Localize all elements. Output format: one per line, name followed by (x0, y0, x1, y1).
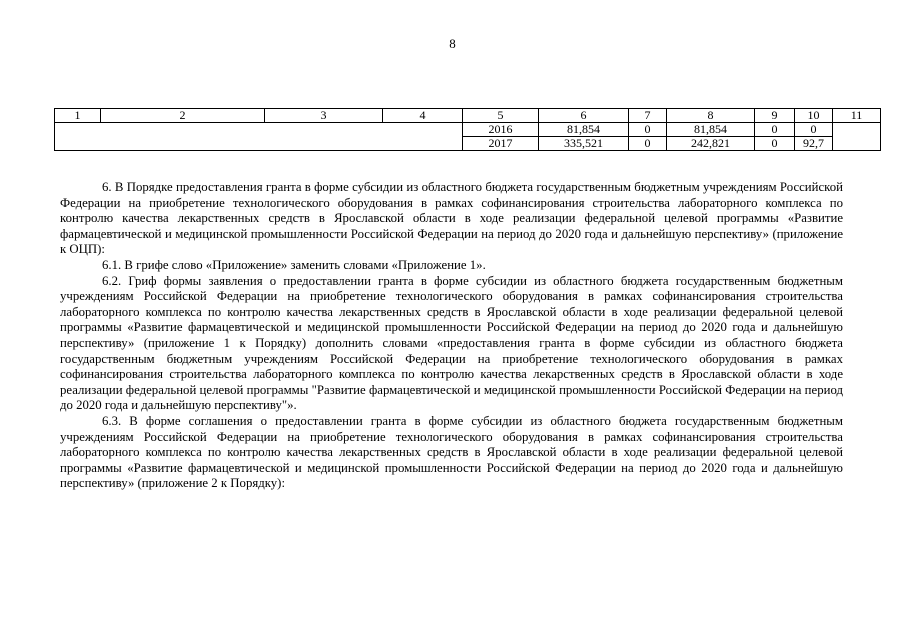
data-table (54, 108, 881, 151)
page-number: 8 (449, 36, 456, 51)
table-header-cell: 11 (833, 109, 881, 123)
table-header-cell: 6 (539, 109, 629, 123)
table-cell: 242,821 (667, 137, 755, 151)
document-body (60, 180, 843, 492)
table-cell: 0 (755, 123, 795, 137)
table-header-cell: 10 (795, 109, 833, 123)
table-header-cell: 3 (265, 109, 383, 123)
paragraph-6-1: 6.1. В грифе слово «Приложение» заменить словами «Приложение 1». (102, 257, 486, 272)
paragraph-6-2: 6.2. Гриф формы заявления о предоставлении гранта в форме субсидии из областного бюджета государственным бюджетным учреждениям Российской Федерации на приобретение технологического оборудования в рамках софинансирования строительства лабораторного комплекса по контролю качества лекарственных средств в Ярославской области в ходе реализации федеральной целевой программы «Развитие фармацевтической и медицинской промышленности Российской Федерации на период до 2020 года и дальнейшую перспективу» (приложение 1 к Порядку) дополнить словами «предоставления гранта в форме субсидии из областного бюджета государственным бюджетным учреждениям Российской Федерации на приобретение технологического оборудования в рамках софинансирования строительства лабораторного комплекса по контролю качества лекарственных средств в Ярославской области в ходе реализации федеральной целевой программы "Развитие фармацевтической и медицинской промышленности Российской Федерации на период до 2020 года и дальнейшую перспективу"». (60, 273, 843, 413)
table-header-cell: 5 (463, 109, 539, 123)
table-header-row (55, 109, 881, 123)
table-row (55, 123, 881, 137)
table-header-cell: 8 (667, 109, 755, 123)
table-cell: 0 (629, 137, 667, 151)
table-cell: 92,7 (795, 137, 833, 151)
paragraph-6: 6. В Порядке предоставления гранта в форме субсидии из областного бюджета государственным бюджетным учреждениям Российской Федерации на приобретение технологического оборудования в рамках софинансирования строительства лабораторного комплекса по контролю качества лекарственных средств в Ярославской области в ходе реализации федеральной целевой программы «Развитие фармацевтической и медицинской промышленности Российской Федерации на период до 2020 года и дальнейшую перспективу» (приложение к ОЦП): (60, 180, 843, 257)
table-header-cell: 2 (101, 109, 265, 123)
table-header-cell: 1 (55, 109, 101, 123)
table-cell: 81,854 (667, 123, 755, 137)
table-cell: 81,854 (539, 123, 629, 137)
table-cell: 0 (755, 137, 795, 151)
table-merged-empty-cell (55, 123, 463, 151)
table-empty-cell (833, 123, 881, 151)
table-cell: 335,521 (539, 137, 629, 151)
table-header-cell: 7 (629, 109, 667, 123)
table-cell-year: 2016 (463, 123, 539, 137)
table-header-cell: 9 (755, 109, 795, 123)
table-header-cell: 4 (383, 109, 463, 123)
table-cell: 0 (629, 123, 667, 137)
paragraph-6-3: 6.3. В форме соглашения о предоставлении гранта в форме субсидии из областного бюджета государственным бюджетным учреждениям Российской Федерации на приобретение технологического оборудования в рамках софинансирования строительства лабораторного комплекса по контролю качества лекарственных средств в Ярославской области в ходе реализации федеральной целевой программы «Развитие фармацевтической и медицинской промышленности Российской Федерации на период до 2020 года и дальнейшую перспективу» (приложение 2 к Порядку): (60, 413, 843, 491)
table-cell: 0 (795, 123, 833, 137)
table-cell-year: 2017 (463, 137, 539, 151)
